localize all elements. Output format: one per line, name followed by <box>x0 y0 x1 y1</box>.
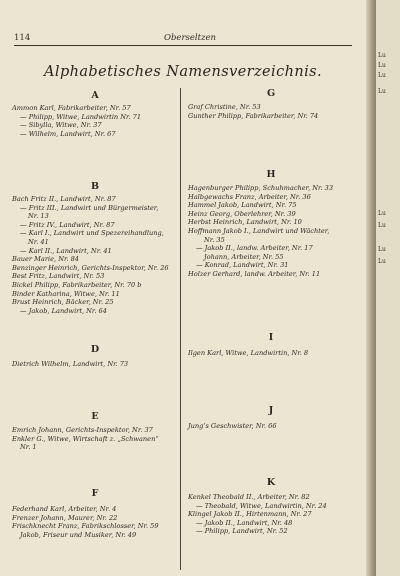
section-d-entries <box>12 360 180 369</box>
list-item: Jakob, Friseur und Musiker, Nr. 49 <box>20 530 137 539</box>
list-item: Nr. 41 <box>28 237 49 246</box>
section-letter-j: J <box>268 405 274 416</box>
book-gutter <box>366 0 376 576</box>
list-item: Frischknecht Franz, Fabrikschlosser, Nr. 59 <box>12 522 159 531</box>
list-item: Bauer Marie, Nr. 84 <box>12 255 79 264</box>
list-item: — Fritz III., Landwirt und Bürgermeister, <box>20 203 159 212</box>
list-item: Halbgewachs Franz, Arbeiter, Nr. 36 <box>188 192 311 201</box>
page-header <box>14 33 352 45</box>
page-number: 114 <box>14 33 31 43</box>
list-item: Brust Heinrich, Bäcker, Nr. 25 <box>12 298 114 307</box>
section-letter-h: H <box>266 169 276 180</box>
page-title: Alphabetisches Namensverzeichnis. <box>44 64 322 80</box>
list-item: Dietrich Wilhelm, Landwirt, Nr. 73 <box>12 360 129 368</box>
section-letter-e: E <box>91 411 99 422</box>
section-e-entries <box>12 426 180 452</box>
section-g-entries <box>188 103 356 120</box>
list-item: Ammon Karl, Fabrikarbeiter, Nr. 57 <box>12 104 131 112</box>
section-letter-a: A <box>91 90 99 101</box>
list-item: Heinz Georg, Oberlehrer, Nr. 39 <box>188 209 296 218</box>
list-item: — Jakob II., Landwirt, Nr. 48 <box>196 518 293 527</box>
list-item: Jung’s Geschwister, Nr. 66 <box>188 422 277 430</box>
section-letter-d: D <box>90 344 100 355</box>
header-rule <box>14 45 352 46</box>
list-item: Kenkel Theobald II., Arbeiter, Nr. 82 <box>188 493 310 501</box>
list-item: — Konrad, Landwirt, Nr. 31 <box>196 261 289 270</box>
next-page-fragment: Lu <box>378 62 386 69</box>
section-letter-i: I <box>268 332 274 343</box>
list-item: Frenzer Johann, Maurer, Nr. 22 <box>12 513 118 522</box>
list-item: Holzer Gerhard, landw. Arbeiter, Nr. 11 <box>188 269 321 278</box>
section-letter-g: G <box>266 88 276 99</box>
section-letter-k: K <box>266 477 276 488</box>
list-item: Bach Fritz II., Landwirt, Nr. 87 <box>12 195 116 203</box>
section-i-entries <box>188 349 356 358</box>
next-page-fragment: Lu <box>378 52 386 59</box>
section-j-entries <box>188 422 356 431</box>
list-item: Herbst Heinrich, Landwirt, Nr. 10 <box>188 218 302 227</box>
next-page-fragment: Lu <box>378 258 386 265</box>
section-h-entries <box>188 184 356 279</box>
section-letter-f: F <box>91 488 99 499</box>
section-f-entries <box>12 505 180 539</box>
next-page-fragment: Lu <box>378 246 386 253</box>
list-item: — Sibylla, Witwe, Nr. 37 <box>20 121 102 130</box>
list-item: Hoffmann Jakob I., Landwirt und Wächter, <box>188 226 330 235</box>
section-a-entries <box>12 104 180 138</box>
column-divider <box>180 88 181 570</box>
list-item: Federhand Karl, Arbeiter, Nr. 4 <box>12 505 117 513</box>
list-item: Bickel Philipp, Fabrikarbeiter, Nr. 70 b <box>12 280 142 289</box>
adjacent-page-edge <box>376 0 400 576</box>
list-item: — Wilhelm, Landwirt, Nr. 67 <box>20 129 116 138</box>
list-item: — Karl I., Landwirt und Spezereihandlung, <box>20 229 164 238</box>
list-item: — Jakob II., landw. Arbeiter, Nr. 17 <box>196 244 313 253</box>
list-item: Nr. 13 <box>28 212 49 221</box>
list-item: Nr. 1 <box>20 443 37 452</box>
list-item: Best Fritz, Landwirt, Nr. 53 <box>12 272 105 281</box>
section-b-entries <box>12 195 180 315</box>
list-item: Hagenburger Philipp, Schuhmacher, Nr. 33 <box>188 184 334 192</box>
list-item: Binder Katharina, Witwe, Nr. 11 <box>12 289 120 298</box>
list-item: — Theobald, Witwe, Landwirtin, Nr. 24 <box>196 501 327 510</box>
next-page-fragment: Lu <box>378 88 386 95</box>
list-item: — Fritz IV., Landwirt, Nr. 87 <box>20 220 115 229</box>
section-letter-b: B <box>90 181 100 192</box>
running-title: Oberseltzen <box>164 33 217 43</box>
next-page-fragment: Lu <box>378 222 386 229</box>
list-item: Nr. 35 <box>204 235 225 244</box>
list-item: — Philipp, Witwe, Landwirtin Nr. 71 <box>20 112 142 121</box>
next-page-fragment: Lu <box>378 210 386 217</box>
list-item: — Philipp, Landwirt, Nr. 52 <box>196 527 288 536</box>
list-item: Enkler G., Witwe, Wirtschaft z. „Schwanen“ <box>12 434 159 443</box>
next-page-fragment: Lu <box>378 72 386 79</box>
section-k-entries <box>188 493 356 536</box>
list-item: — Jakob, Landwirt, Nr. 64 <box>20 306 107 315</box>
list-item: — Karl II., Landwirt, Nr. 41 <box>20 246 112 255</box>
list-item: Gunther Philipp, Fabrikarbeiter, Nr. 74 <box>188 111 319 120</box>
list-item: Hammel Jakob, Landwirt, Nr. 75 <box>188 201 297 210</box>
list-item: Ilgen Karl, Witwe, Landwirtin, Nr. 8 <box>188 349 309 357</box>
list-item: Emrich Johann, Gerichts-Inspektor, Nr. 37 <box>12 426 153 434</box>
list-item: Benzinger Heinrich, Gerichts-Inspektor, Nr. 26 <box>12 263 169 272</box>
list-item: Klingel Jakob II., Hirtenmann, Nr. 27 <box>188 510 312 519</box>
list-item: Johann, Arbeiter, Nr. 55 <box>204 252 284 261</box>
list-item: Graf Christine, Nr. 53 <box>188 103 261 111</box>
